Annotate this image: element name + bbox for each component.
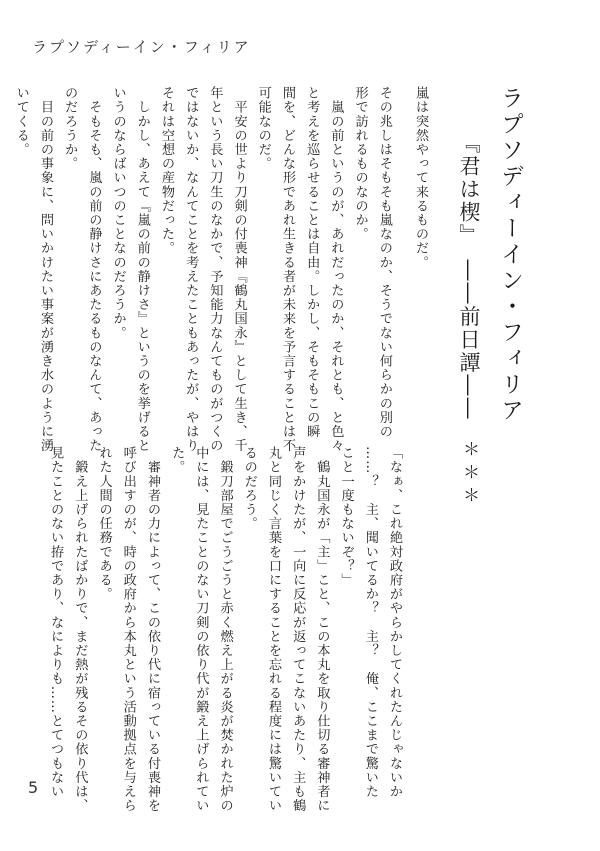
text-line: それは空想の産物だった。 [158,86,174,256]
text-line: 形で訪れるものなのか。 [352,86,368,242]
text-line: 中には、見たことのない刀剣の依り代が鍛え上げられてい [193,446,209,813]
text-line: そもそも、嵐の前の静けさにあたるものなんて、あった [86,86,102,453]
text-line: 目の前の事象に、問いかけたい事案が湧き水のように湧 [37,86,53,453]
text-line: 呼び出すのが、時の政府から本丸という活動拠点を与えら [120,446,136,813]
lower-text-block [48,446,406,813]
text-line: れた人間の任務である。 [96,446,112,602]
text-line: いうのならばいつのことなのだろうか。 [110,86,126,340]
text-line: 平安の世より刀剣の付喪神『鶴丸国永』として生き、千 [231,86,247,453]
text-line: と考えを巡らせることは自由。しかし、そもそもこの瞬 [304,86,320,439]
text-line: しかし、あえて『嵐の前の静けさ』というのを挙げると [134,86,150,453]
text-line: こと一度もないぞ？」 [338,446,354,587]
text-line: るのだろう。 [241,446,257,531]
page-number: 5 [28,778,39,797]
paragraph-spacer [396,86,408,418]
text-line: ではないか、なんてことを考えたこともあったが、やはり [183,86,199,453]
upper-text-block [13,86,432,453]
text-line: 「なぁ、これ絶対政府がやらかしてくれたんじゃないか [387,446,402,799]
story-subtitle: 『君は楔』 ――前日譚―― [457,132,481,421]
running-header: ラプソディーイン・フィリア [32,38,251,56]
text-line: 見たことのない拵であり、なによりも……とてつもない [48,446,64,799]
section-break: ＊＊＊ [459,440,479,509]
text-line: 嵐は突然やって来るものだ。 [413,86,428,270]
text-line: のだろうか。 [62,86,78,171]
text-line: その兆しはそもそも嵐なのか、そうでない何らかの別の [376,86,392,439]
text-line: 鍛え上げられたばかりで、まだ熱が残るその依り代は、 [72,446,88,813]
text-line: た。 [169,446,185,475]
text-line: 丸と同じく言葉を口にすることを忘れる程度には驚いてい [265,446,281,813]
text-line: 可能なのだ。 [255,86,271,171]
text-line: 鍛刀部屋でごうごうと赤く燃え上がる炎が焚かれた炉の [217,446,233,813]
text-line: 間を、どんな形であれ生きる者が未来を予言することは不 [279,86,295,453]
text-line: 年という長い刀生のなかで、予知能力なんてものがつくの [207,86,223,453]
text-line: 声をかけたが、一向に反応が返ってこないあたり、主も鶴 [290,446,306,813]
text-line: 鶴丸国永が「主」こと、この本丸を取り仕切る審神者に [314,446,330,813]
story-title: ラプソディーイン・フィリア [497,86,523,424]
text-line: 審神者の力によって、この依り代に宿っている付喪神を [144,446,160,813]
text-line: いてくる。 [13,86,29,157]
text-line: 嵐の前というのが、あれだったのか、それとも、と色々 [328,86,344,453]
text-line: ……？ 主、聞いてるか？ 主？ 俺、ここまで驚いた [362,446,378,799]
